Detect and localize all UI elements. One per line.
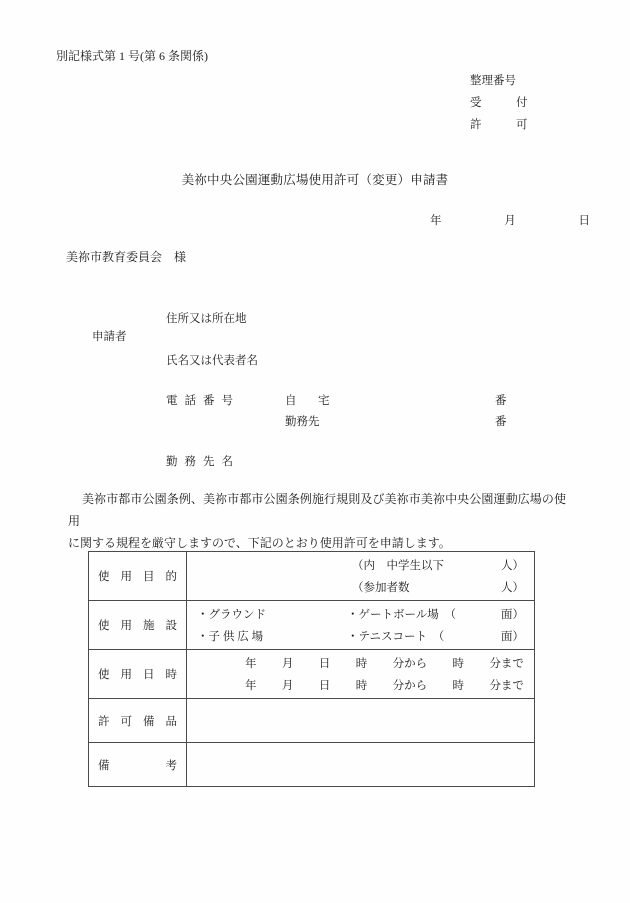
facility-option-gateball[interactable] [347,606,524,622]
datetime-1-start-hour: 時 [355,658,368,670]
workplace-name-label: 勤務先名 [166,456,240,468]
table-row-datetime [89,650,535,699]
facility-line-1 [197,606,524,622]
telephone-work-label: 勤務先 [285,416,320,428]
body-paragraph-line-2: に関する規程を厳守しますので、下記のとおり使用許可を申請します。 [68,536,451,550]
body-paragraph-line-1: 美祢市都市公園条例、美祢市都市公園条例施行規則及び美祢市美祢中央公園運動広場の使用 [68,492,566,528]
table-row-facility [89,601,535,650]
facility-tenniscourt-unit: 面） [501,631,524,643]
datetime-line-2[interactable] [245,677,524,693]
purpose-juniorhigh-label: （内 中学生以下 [352,560,444,572]
telephone-label: 電話番号 [166,395,240,407]
stamp-row-reference-number: 整理番号 [470,75,516,87]
date-line [430,212,590,228]
datetime-2-start-hour: 時 [355,680,368,692]
datetime-2-day: 日 [318,680,331,692]
addressee: 美祢市教育委員会 様 [66,250,187,264]
facility-tenniscourt-label: ・テニスコート （ [347,631,445,643]
table-row-equipment [89,699,535,743]
row-label-remarks [89,743,187,787]
date-month-label: 月 [504,215,516,227]
datetime-2-end-minute: 分まで [489,680,524,692]
applicant-label: 申請者 [92,331,127,343]
telephone-home-unit: 番 [495,395,507,407]
date-year-label: 年 [430,215,442,227]
body-paragraph [68,488,566,554]
facility-option-tenniscourt[interactable] [347,628,524,644]
facility-option-ground[interactable]: ・グラウンド [197,609,266,621]
datetime-1-end-hour: 時 [452,658,465,670]
row-value-facility[interactable] [187,601,535,650]
receipt-stamp-box [470,70,590,136]
purpose-line-group [197,552,524,600]
facility-line-2 [197,628,524,644]
purpose-participants-unit: 人） [501,582,524,594]
datetime-2-end-hour: 時 [452,680,465,692]
datetime-2-year: 年 [245,680,257,692]
document-title: 美祢中央公園運動広場使用許可（変更）申請書 [181,173,449,187]
row-label-remarks-text: 備 考 [98,759,177,772]
facility-gateball-label: ・ゲートボール場 （ [347,609,457,621]
datetime-1-month: 月 [281,658,294,670]
telephone-home-label: 自 宅 [285,395,335,407]
datetime-1-end-minute: 分まで [489,658,524,670]
row-label-datetime [89,650,187,699]
purpose-juniorhigh-unit: 人） [501,560,524,572]
stamp-row-permitted: 許 可 [470,119,528,131]
row-label-equipment-text: 許可備品 [98,715,177,728]
row-value-datetime[interactable] [187,650,535,699]
row-value-remarks[interactable] [187,743,535,787]
row-value-equipment[interactable] [187,699,535,743]
facility-option-group [197,601,524,649]
datetime-1-year: 年 [245,658,257,670]
purpose-line-juniorhigh [352,557,524,573]
row-value-purpose[interactable] [187,552,535,601]
facility-option-childrens-park[interactable]: ・子 供 広 場 [197,631,264,643]
applicant-address-label: 住所又は所在地 [166,313,247,325]
purpose-participants-label: （参加者数 [352,582,410,594]
telephone-work-unit: 番 [495,416,507,428]
table-row-remarks [89,743,535,787]
applicant-name-label: 氏名又は代表者名 [166,355,258,367]
date-day-label: 日 [578,215,590,227]
facility-gateball-unit: 面） [501,609,524,621]
datetime-line-group [197,650,524,698]
row-label-datetime-text: 使用日時 [98,669,177,681]
datetime-line-1[interactable] [245,655,524,671]
datetime-1-start-minute: 分から [392,658,428,670]
row-label-facility-text: 使用施設 [98,620,177,632]
datetime-2-start-minute: 分から [392,680,428,692]
datetime-1-day: 日 [318,658,331,670]
stamp-row-received: 受 付 [470,97,528,109]
application-table [88,551,535,787]
row-label-purpose-text: 使用目的 [98,571,177,583]
row-label-purpose [89,552,187,601]
purpose-line-participants [352,579,524,595]
row-label-facility [89,601,187,650]
table-row-purpose [89,552,535,601]
row-label-equipment [89,699,187,743]
datetime-2-month: 月 [281,680,294,692]
form-number: 別記様式第 1 号(第 6 条関係) [56,49,208,63]
